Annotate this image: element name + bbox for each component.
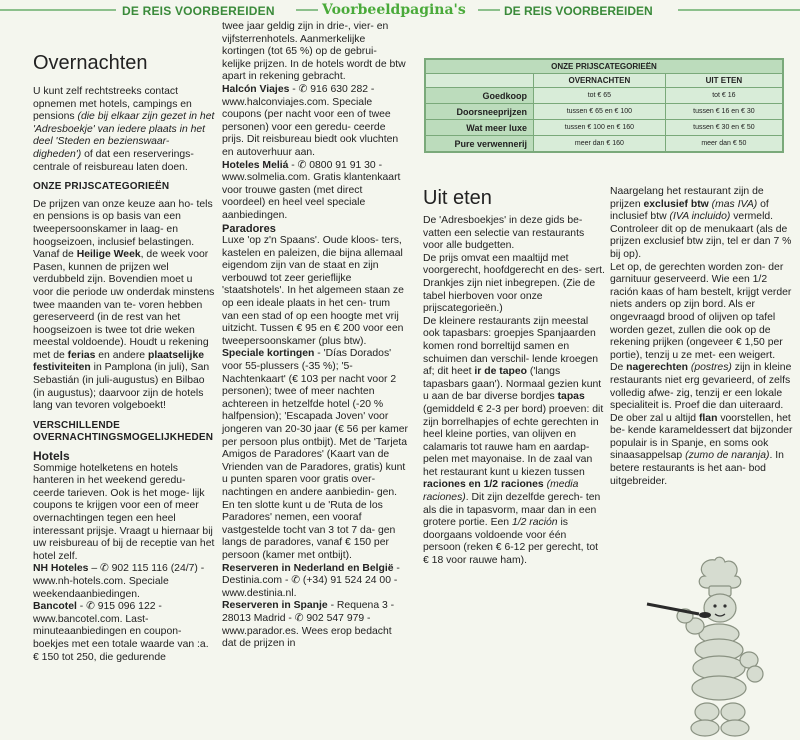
bancotel-entry: Bancotel - ✆ 915 096 122 - www.bancotel.com. Last- minuteaanbiedingen en coupon- boekjes met een totale waarde van :a. € 150 tot 250, die gedurende [33, 601, 209, 663]
price-category-table [424, 58, 784, 153]
heading-hotels: Hotels [33, 449, 70, 464]
column-2 [222, 21, 408, 651]
header-rule-right [678, 9, 800, 11]
heading-paradores: Paradores [222, 222, 276, 235]
column-3 [423, 215, 606, 568]
table-row: Doorsneeprijzen tussen € 65 en € 100 tussen € 16 en € 30 [426, 104, 783, 120]
eten-tapas: De kleinere restaurants zijn meestal ook tapasbars: groepjes Spanjaarden komen rond borreltijd samen en schuimen dan verschil- lende kroegen af; dit heet ir de tapeo ('langs tapasbars gaan'). Normaal gezien kunt u aan de bar diverse bordjes tapas (gemiddeld € 2-3 per bord) proeven: dit zijn borrelhapjes of echte gerechten in heel kleine porties, van olijven en calamaris tot rauwe ham en aardap- pelen met mayonaise. In de zaal van het restaurant kunt u kiezen tussen raciones en 1/2 raciones (media raciones). Dit zijn dezelfde gerech- ten als die in tapasvorm, maar dan in een grotere portie. Een 1/2 ración is doorgaans voldoende voor één persoon (reken € 6-12 per gerecht, tot € 18 voor rauwe ham). [423, 315, 604, 567]
section-title-overnachten: Overnachten [33, 52, 148, 74]
header-center: Voorbeeldpagina's [322, 2, 466, 18]
reserveren-es: Reserveren in Spanje - Requena 3 - 28013 Madrid - ✆ 902 547 979 - www.parador.es. Wees erop bedacht dat de prijzen in [222, 600, 395, 650]
halcon-entry: Halcón Viajes - ✆ 916 630 282 - www.halconviajes.com. Speciale coupons (per nacht voor een of twee personen) voor een geredu- ceerde prijs. Dit reisbureau biedt ook vluchten en autoverhuur aan. [222, 83, 399, 158]
header-right: DE REIS VOORBEREIDEN [504, 4, 653, 18]
price-paragraph: De prijzen van onze keuze aan ho- tels en pensions is op basis van een tweepersoonskamer in laag- en hoogseizoen, inclusief belastingen. Vanaf de Heilige Week, de week voor Pasen, kunnen de prijzen wel verdubbeld zijn. Bovendien moet u voor die periode uw onderdak minstens twee maanden van te- voren hebben gereserveerd (in de rest van het hoogseizoen is twee tot drie weken meestal voldoende). Houdt u rekening met de ferias en andere plaatselijke festiviteiten in Pamplona (in juli), San Sebastián (in juli-augustus) en Bilbao (in augustus); daarvoor zijn de hotels lang van tevoren volgeboekt! [33, 198, 215, 412]
nagerechten-paragraph: De nagerechten (postres) zijn in kleine restaurants niet erg gevarieerd, of zelfs volledig afwe- zig, tenzij er een lokale specialiteit is. Proef die dan uiteraard. De ober zal u altijd flan voorstellen, het be- kende karameldessert dat bijzonder populair is in Spanje, en soms ook sinaasappelsap (zumo de naranja). In betere restaurants is het aan- bod uitgebreider. [610, 362, 793, 487]
column-4 [610, 186, 795, 488]
eten-intro: De 'Adresboekjes' in deze gids be- vatten een selectie van restaurants voor alle budgetten. [423, 215, 585, 252]
table-row: Wat meer luxe tussen € 100 en € 160 tussen € 30 en € 50 [426, 120, 783, 136]
paradores-paragraph: Luxe 'op z'n Spaans'. Oude kloos- ters, kastelen en paleizen, die bijna allemaal eigendom zijn van de staat en zijn verbouwd tot zeer gerieflijke 'staatshotels'. In het algemeen staan ze op een ideale plaats in het cen- trum van een stad of op een hoogte met vrij uitzicht. Tussen € 95 en € 200 voor een tweepersoonskamer (plus btw). [222, 235, 404, 347]
header-rule-left [0, 9, 116, 11]
nh-hoteles-entry: NH Hoteles – ✆ 902 115 116 (24/7) - www.nh-hotels.com. Speciale weekendaanbiedingen. [33, 563, 205, 600]
header-rule-mid-right [478, 9, 500, 11]
btw-paragraph: Naargelang het restaurant zijn de prijzen exclusief btw (mas IVA) of inclusief btw (IVA incluido) vermeld. Controleer dit op de menukaart (als de prijzen exclusief btw zijn, tel er dan 7 % bij op). [610, 186, 792, 260]
table-header-overnachten: OVERNACHTEN [534, 74, 666, 88]
intro-paragraph: U kunt zelf rechtstreeks contact opnemen met hotels, campings en pensions (die bij elkaar zijn gezet in het 'Adresboekje' van iedere plaats in het deel 'Steden en bezienswaar- digheden') of dat een reserverings- centrale of reisbureau laten doen. [33, 86, 215, 173]
heading-prijscategorieen: ONZE PRIJSCATEGORIEËN [33, 181, 170, 193]
hotels-paragraph: Sommige hotelketens en hotels hanteren in het weekend geredu- ceerde tarieven. Ook is het moge- lijk coupons te krijgen voor een of meer overnachtingen tegen een heel interessant prijsje. Vraagt u hiernaar bij uw reisbureau of bij de receptie van het hotel zelf. [33, 462, 215, 562]
column-1 [33, 86, 215, 664]
table-header-uit-eten: UIT ETEN [665, 74, 782, 88]
bancotel-continued: twee jaar geldig zijn in drie-, vier- en vijfsterrenhotels. Aanmerkelijke kortingen (tot 65 %) op de gebrui- kelijke prijzen. In de hotels wordt de btw apart in rekening gebracht. [222, 21, 406, 83]
speciale-kortingen: Speciale kortingen - 'Días Dorados' voor 55-plussers (-35 %); '5-Nachtenkaart' (€ 103 per nacht voor 2 personen); twee of meer nachten achtereen in hetzelfde hotel (-20 % halfpension); 'Escapada Joven' voor jongeren van 20-30 jaar (€ 56 per kamer per persoon plus ontbijt). Met de 'Tarjeta Amigos de Paradores' (Kaart van de Vrienden van de Paradores, gratis) kunt u punten sparen voor gratis over- nachtingen en andere aanbiedin- gen. En ten slotte kunt u de 'Ruta de los Paradores' nemen, een vooraf vastgestelde tocht van 3 tot 7 da- gen langs de paradores, vanaf € 150 per persoon (kamer met ontbijt). [222, 348, 408, 561]
garnituur-paragraph: Let op, de gerechten worden zon- der garnituur geserveerd. Wie een 1/2 ración kaas of ham bestelt, krijgt verder niets anders op zijn bord. Als er ongevraagd brood of olijven op tafel worden gezet, zullen die ook op de rekening prijken (ongeveer € 1,50 per portie), tenzij u ze met- een weigert. [610, 261, 792, 361]
table-row: Pure verwennerij meer dan € 160 meer dan € 50 [426, 136, 783, 152]
table-row: Goedkoop tot € 65 tot € 16 [426, 88, 783, 104]
melia-entry: Hoteles Meliá - ✆ 0800 91 91 30 - www.solmelia.com. Gratis klantenkaart voor trouwe gasten (met direct voordeel) en heel veel speciale aanbiedingen. [222, 159, 401, 221]
header-left: DE REIS VOORBEREIDEN [122, 4, 275, 18]
heading-overnachtingsmogelijkheden: VERSCHILLENDE OVERNACHTINGSMOGELIJKHEDEN [33, 419, 214, 444]
section-title-uit-eten: Uit eten [423, 187, 492, 209]
table-caption: ONZE PRIJSCATEGORIEËN [426, 60, 783, 74]
chef-mascot-illustration [645, 552, 775, 740]
eten-prijs: De prijs omvat een maaltijd met voorgerecht, hoofdgerecht en des- sert. Drankjes zijn niet inbegrepen. (Zie de tabel hierboven voor onze prijscategorieën.) [423, 252, 605, 315]
header-rule-mid-left [296, 9, 318, 11]
reserveren-nl: Reserveren in Nederland en België - Destinia.com - ✆ (+34) 91 524 24 00 - www.destinia.nl. [222, 562, 400, 599]
